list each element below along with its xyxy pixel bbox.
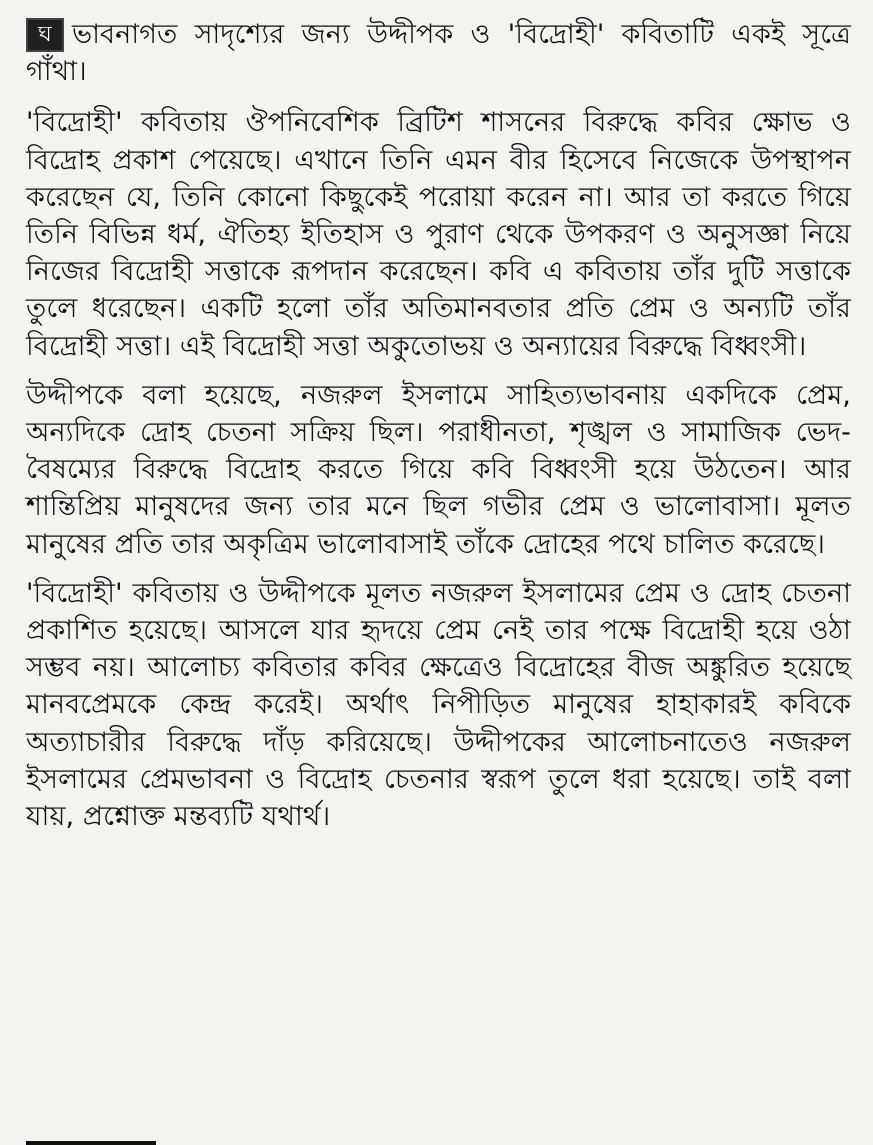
bottom-rule (26, 1141, 156, 1145)
answer-intro (26, 16, 851, 90)
paragraph-3: 'বিদ্রোহী' কবিতায় ও উদ্দীপকে মূলত নজরুল ইসলামের প্রেম ও দ্রোহ চেতনা প্রকাশিত হয়েছে। আসলে যার হৃদয়ে প্রেম নেই তার পক্ষে বিদ্রোহী হয়ে ওঠা সম্ভব নয়। আলোচ্য কবিতার কবির ক্ষেত্রেও বিদ্রোহের বীজ অঙ্কুরিত হয়েছে মানবপ্রেমকে কেন্দ্র করেই। অর্থাৎ নিপীড়িত মানুষের হাহাকারই কবিকে অত্যাচারীর বিরুদ্ধে দাঁড় করিয়েছে। উদ্দীপকের আলোচনাতেও নজরুল ইসলামের প্রেমভাবনা ও বিদ্রোহ চেতনার স্বরূপ তুলে ধরা হয়েছে। তাই বলা যায়, প্রশ্নোক্ত মন্তব্যটি যথার্থ। (26, 577, 851, 833)
answer-intro-text: ভাবনাগত সাদৃশ্যের জন্য উদ্দীপক ও 'বিদ্রোহী' কবিতাটি একই সূত্রে গাঁথা। (26, 19, 851, 88)
answer-label-badge: ঘ (26, 18, 64, 52)
paragraph-1: 'বিদ্রোহী' কবিতায় ঔপনিবেশিক ব্রিটিশ শাসনের বিরুদ্ধে কবির ক্ষোভ ও বিদ্রোহ প্রকাশ পেয়েছে। এখানে তিনি এমন বীর হিসেবে নিজেকে উপস্থাপন করেছেন যে, তিনি কোনো কিছুকেই পরোয়া করেন না। আর তা করতে গিয়ে তিনি বিভিন্ন ধর্ম, ঐতিহ্য ইতিহাস ও পুরাণ থেকে উপকরণ ও অনুসজ্ঞা নিয়ে নিজের বিদ্রোহী সত্তাকে রূপদান করেছেন। কবি এ কবিতায় তাঁর দুটি সত্তাকে তুলে ধরেছেন। একটি হলো তাঁর অতিমানবতার প্রতি প্রেম ও অন্যটি তাঁর বিদ্রোহী সত্তা। এই বিদ্রোহী সত্তা অকুতোভয় ও অন্যায়ের বিরুদ্ধে বিধ্বংসী। (26, 107, 851, 362)
paragraph-2: উদ্দীপকে বলা হয়েছে, নজরুল ইসলামে সাহিত্যভাবনায় একদিকে প্রেম, অন্যদিকে দ্রোহ চেতনা সক্রিয় ছিল। পরাধীনতা, শৃঙ্খল ও সামাজিক ভেদ-বৈষম্যের বিরুদ্ধে বিদ্রোহ করতে গিয়ে কবি বিধ্বংসী হয়ে উঠতেন। আর শান্তিপ্রিয় মানুষদের জন্য তার মনে ছিল গভীর প্রেম ও ভালোবাসা। মূলত মানুষের প্রতি তার অকৃত্রিম ভালোবাসাই তাঁকে দ্রোহের পথে চালিত করেছে। (26, 379, 851, 560)
